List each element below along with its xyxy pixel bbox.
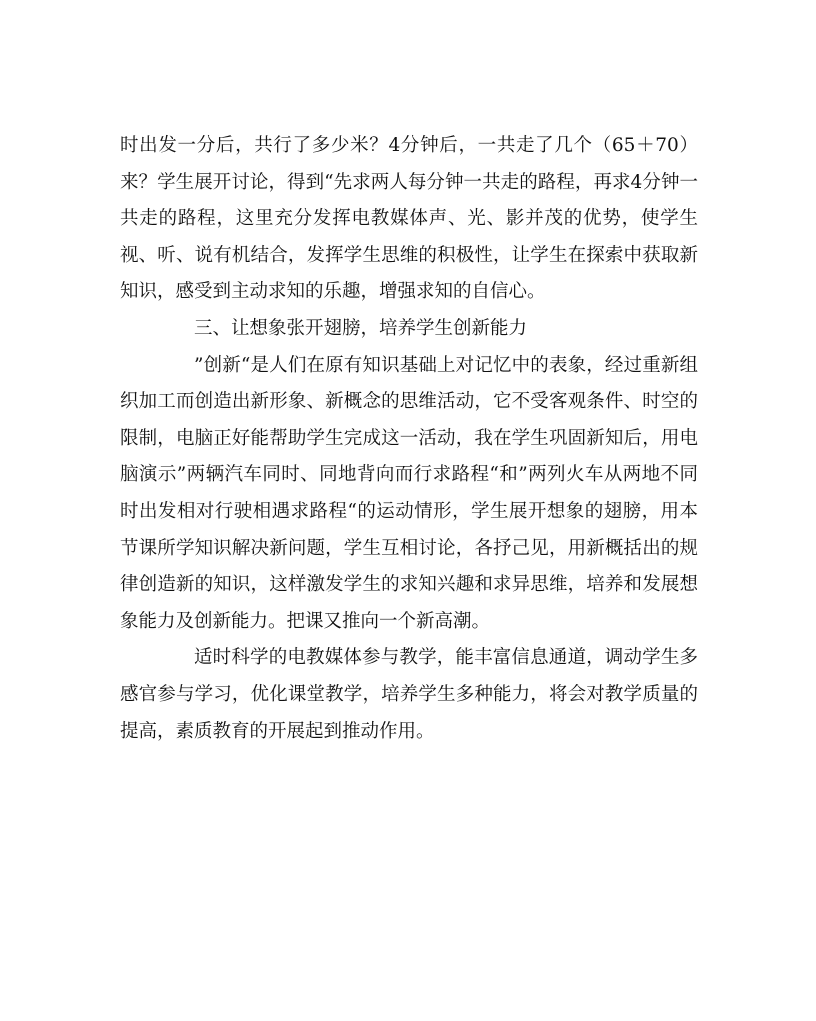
document-body: [120, 128, 698, 750]
paragraph-conclusion: 适时科学的电教媒体参与教学，能丰富信息通道，调动学生多感官参与学习，优化课堂教学，培养学生多种能力，将会对教学质量的提高，素质教育的开展起到推动作用。: [120, 647, 698, 742]
paragraph-innovation: ”创新“是人们在原有知识基础上对记忆中的表象，经过重新组织加工而创造出新形象、新概念的思维活动，它不受客观条件、时空的限制，电脑正好能帮助学生完成这一活动，我在学生巩固新知后，用电脑演示”两辆汽车同时、同地背向而行求路程“和”两列火车从两地不同时出发相对行驶相遇求路程“的运动情形，学生展开想象的翅膀，用本节课所学知识解决新问题，学生互相讨论，各抒己见，用新概括出的规律创造新的知识，这样激发学生的求知兴趣和求异思维，培养和发展想象能力及创新能力。把课又推向一个新高潮。: [120, 354, 698, 632]
paragraph-continuation: 时出发一分后，共行了多少米？4分钟后，一共走了几个（65＋70）来？学生展开讨论，得到“先求两人每分钟一共走的路程，再求4分钟一共走的路程，这里充分发挥电教媒体声、光、影并茂的优势，使学生视、听、说有机结合，发挥学生思维的积极性，让学生在探索中获取新知识，感受到主动求知的乐趣，增强求知的自信心。: [120, 135, 698, 303]
section-heading: 三、让想象张开翅膀，培养学生创新能力: [194, 317, 528, 339]
